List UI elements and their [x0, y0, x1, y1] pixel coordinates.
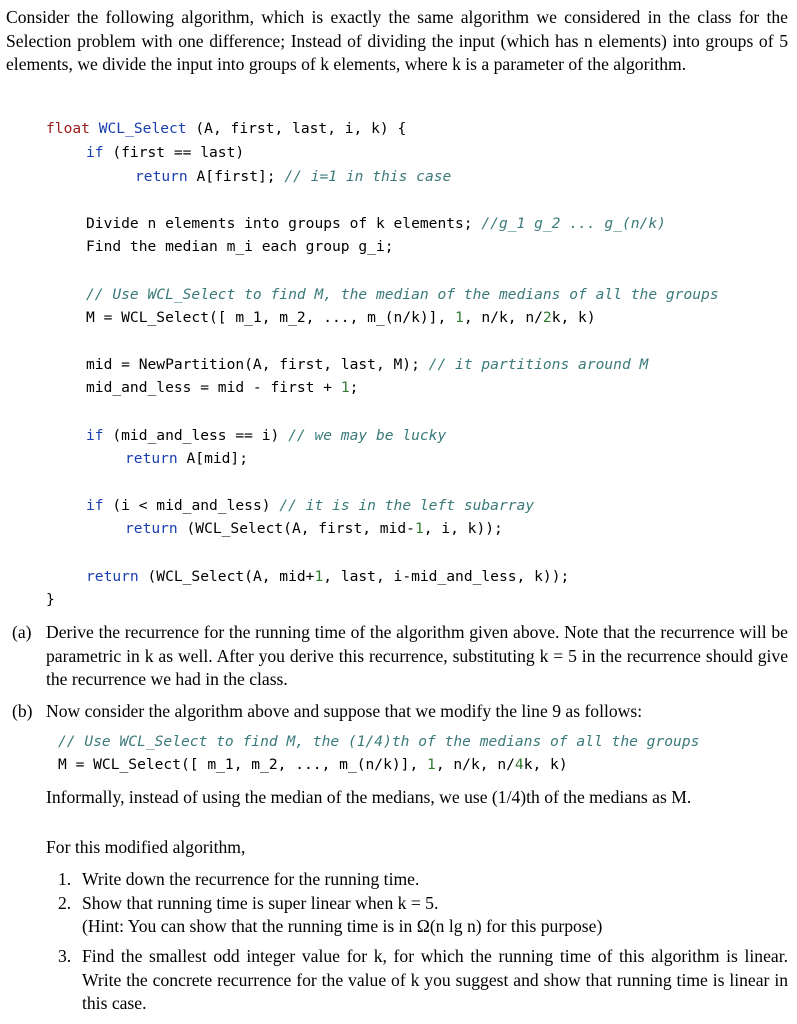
code-number: 4	[514, 756, 524, 773]
code-find-text: Find the median m_i each group g_i;	[86, 238, 394, 255]
code-line-mid-assign	[86, 356, 648, 374]
code-line-find-median	[86, 238, 394, 256]
code-mal-assign: mid_and_less = mid - first +	[86, 379, 341, 396]
code-comment: //g_1 g_2 ... g_(n/k)	[481, 215, 666, 232]
part-b-code-assign	[58, 756, 568, 774]
code-line-return-left	[125, 520, 503, 538]
code-return-keyword: return	[86, 568, 139, 585]
code-line-if-left	[86, 497, 534, 515]
part-a-label: (a)	[12, 622, 32, 642]
code-line-m-assign	[86, 309, 596, 327]
code-params: (A, first, last, i, k) {	[186, 120, 407, 137]
part-b-text: Now consider the algorithm above and suppose that we modify the line 9 as follows:	[46, 701, 643, 721]
code-line-use-comment	[86, 286, 719, 304]
code-line-divide	[86, 215, 666, 233]
code-line-return-first	[135, 168, 451, 186]
code-return-keyword: return	[135, 168, 188, 185]
code-line-signature	[46, 120, 406, 138]
code-return-expr-tail: , last, i-mid_and_less, k));	[323, 568, 570, 585]
code-line-close-brace	[46, 591, 55, 609]
code-m-mid: , n/k, n/	[435, 756, 515, 773]
code-type-keyword: float	[46, 120, 90, 137]
code-number: 1	[414, 520, 424, 537]
code-divide-text: Divide n elements into groups of k elements;	[86, 215, 482, 232]
code-comment: // we may be lucky	[288, 427, 447, 444]
code-semicolon: ;	[349, 379, 359, 396]
code-return-keyword: return	[125, 520, 178, 537]
code-comment: // it partitions around M	[428, 356, 649, 373]
code-line-if-first	[86, 144, 244, 162]
code-line-if-lucky	[86, 427, 446, 445]
code-m-assign: M = WCL_Select([ m_1, m_2, ..., m_(n/k)],	[58, 756, 428, 773]
code-line-return-mid	[125, 450, 248, 468]
code-brace: }	[46, 591, 55, 608]
part-a-text: Derive the recurrence for the running time of the algorithm given above. Note that the recurrence will be parametric in k as well. After you derive this recurrence, substituting k = 5 in the recurrence should give the recurrence we had in the class.	[46, 622, 788, 689]
code-if-condition: (mid_and_less == i)	[103, 427, 289, 444]
code-if-condition: (i < mid_and_less)	[103, 497, 280, 514]
code-m-assign: M = WCL_Select([ m_1, m_2, ..., m_(n/k)],	[86, 309, 456, 326]
code-line-mid-and-less	[86, 379, 358, 397]
item-1-number: 1.	[58, 869, 72, 889]
code-if-keyword: if	[86, 427, 104, 444]
code-mid-assign: mid = NewPartition(A, first, last, M);	[86, 356, 429, 373]
item-2-hint: (Hint: You can show that the running time is in Ω(n lg n) for this purpose)	[82, 916, 603, 936]
part-b-informal: Informally, instead of using the median of the medians, we use (1/4)th of the medians as M.	[46, 787, 692, 807]
code-function-name: WCL_Select	[98, 120, 187, 137]
code-return-expr: A[mid];	[177, 450, 249, 467]
item-3-number: 3.	[58, 946, 72, 966]
code-return-expr: A[first];	[187, 168, 285, 185]
code-number: 1	[427, 756, 436, 773]
item-3-text: Find the smallest odd integer value for k, for which the running time of this algorithm is linear. Write the concrete recurrence for the value of k you suggest and show that running time is linear in this case.	[82, 946, 788, 1013]
item-1-text: Write down the recurrence for the running time.	[82, 869, 420, 889]
code-line-return-right	[86, 568, 569, 586]
code-if-keyword: if	[86, 497, 104, 514]
code-m-mid: , n/k, n/	[463, 309, 543, 326]
code-number: 1	[455, 309, 464, 326]
code-m-tail: k, k)	[551, 309, 596, 326]
code-comment: // Use WCL_Select to find M, the median of the medians of all the groups	[86, 286, 719, 303]
code-return-expr: (WCL_Select(A, first, mid-	[177, 520, 415, 537]
code-number: 1	[340, 379, 350, 396]
code-comment: // it is in the left subarray	[279, 497, 535, 514]
code-comment: // i=1 in this case	[284, 168, 452, 185]
code-number: 2	[542, 309, 552, 326]
code-comment: // Use WCL_Select to find M, the (1/4)th of the medians of all the groups	[58, 733, 700, 750]
code-number: 1	[314, 568, 324, 585]
code-return-expr: (WCL_Select(A, mid+	[138, 568, 315, 585]
code-if-keyword: if	[86, 144, 104, 161]
part-b-label: (b)	[12, 701, 33, 721]
intro-paragraph: Consider the following algorithm, which is exactly the same algorithm we considered in the class for the Selection problem with one difference; Instead of dividing the input (which has n elements) into groups of 5 elements, we divide the input into groups of k elements, where k is a parameter of the algorithm.	[6, 7, 788, 74]
item-2-text: Show that running time is super linear when k = 5.	[82, 893, 439, 913]
code-m-tail: k, k)	[523, 756, 568, 773]
item-2-number: 2.	[58, 893, 72, 913]
code-return-expr-tail: , i, k));	[423, 520, 503, 537]
code-return-keyword: return	[125, 450, 178, 467]
part-b-for-this: For this modified algorithm,	[46, 837, 246, 857]
code-if-condition: (first == last)	[103, 144, 245, 161]
part-b-code-comment	[58, 733, 699, 751]
